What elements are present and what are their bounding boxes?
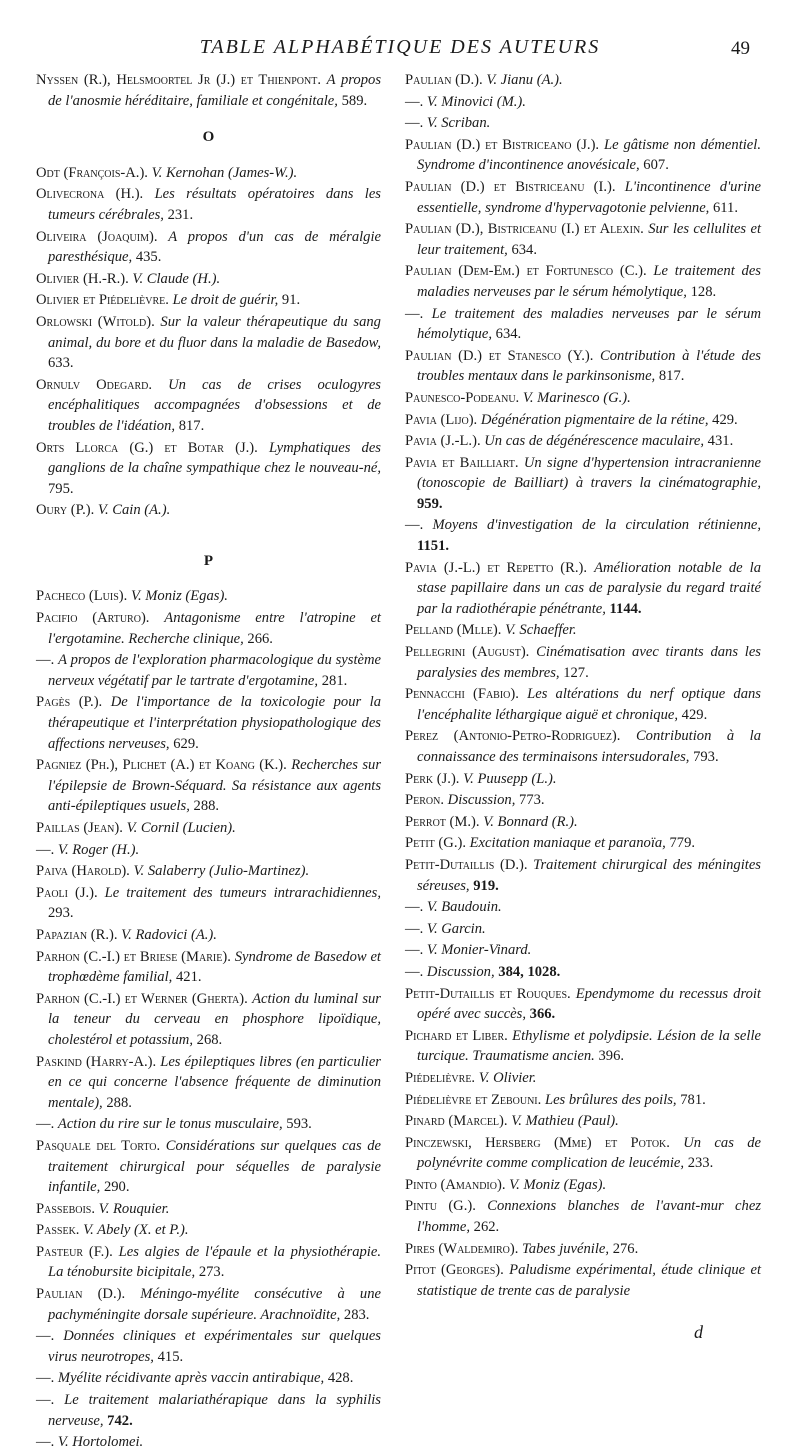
index-entry (36, 1052, 381, 1114)
right-column-entries (405, 70, 761, 1301)
entry-title: Les résultats opératoires dans les tumeurs cérébrales, (48, 186, 381, 223)
index-entry (405, 1239, 761, 1260)
index-entry (36, 438, 381, 500)
entry-author: Olivier et Piédelièvre. (36, 292, 169, 309)
entry-author: Petit-Dutaillis (D.). (405, 856, 528, 873)
entry-author: Parhon (C.-I.) et Briese (Marie). (36, 948, 231, 965)
index-entry (36, 925, 381, 946)
entry-title: V. Bonnard (R.). (483, 813, 578, 830)
entry-author: Petit (G.). (405, 835, 466, 852)
entry-author: —. (405, 517, 424, 534)
index-entry (405, 113, 761, 134)
entry-page-ref: 281. (321, 672, 348, 689)
index-entry (405, 940, 761, 961)
entry-author: Pintu (G.). (405, 1198, 476, 1215)
entry-title: Le gâtisme non démentiel. Syndrome d'incontinence anovésicale, (417, 136, 761, 174)
index-entry (36, 1199, 381, 1220)
left-top-entries (36, 70, 381, 111)
entry-page-ref: 959. (417, 495, 443, 512)
entry-author: Pinard (Marcel). (405, 1113, 508, 1130)
entry-title: Lymphatiques des ganglions de la chaîne sympathique chez le nouveau-né, (48, 439, 381, 477)
entry-author: Olivier (H.-R.). (36, 270, 129, 287)
entry-author: Pelland (Mlle). (405, 622, 502, 639)
entry-author: —. (36, 1392, 55, 1409)
entry-title: Le traitement malariathérapique dans la syphilis nerveuse, (48, 1392, 381, 1429)
index-entry (36, 883, 381, 924)
entry-title: V. Cain (A.). (97, 502, 171, 519)
index-entry (36, 269, 381, 290)
entry-author: Pennacchi (Fabio). (405, 686, 519, 703)
entry-title: V. Jianu (A.). (486, 72, 563, 88)
index-entry (36, 375, 381, 437)
index-entry (405, 919, 761, 940)
entry-title: Excitation maniaque et paranoïa, (469, 835, 666, 852)
index-entry (405, 177, 761, 218)
index-entry (405, 558, 761, 620)
entry-author: —. (36, 1116, 55, 1133)
entry-author: Pinczewski, Hersberg (Mme) et Potok. (405, 1134, 670, 1151)
entry-title: Moyens d'investigation de la circulation rétinienne, (432, 517, 761, 534)
entry-page-ref: 290. (103, 1179, 130, 1196)
index-entry (36, 989, 381, 1051)
entry-title: Tabes juvénile, (522, 1240, 610, 1257)
entry-author: Olivecrona (H.). (36, 186, 144, 203)
index-entry (405, 515, 761, 556)
entry-page-ref: 593. (286, 1116, 312, 1133)
entry-author: Pagniez (Ph.), Plichet (A.) et Koang (K.). (36, 757, 287, 774)
entry-title: V. Olivier. (478, 1069, 537, 1086)
entry-page-ref: 268. (196, 1031, 223, 1048)
entry-page-ref: 634. (495, 326, 522, 343)
index-entry (36, 650, 381, 691)
entry-page-ref: 435. (135, 249, 162, 266)
entry-author: —. (405, 93, 424, 110)
entry-title: Discussion, (447, 792, 516, 809)
entry-page-ref: 288. (106, 1094, 132, 1111)
entry-author: Pasteur (F.). (36, 1243, 113, 1260)
index-entry (36, 608, 381, 649)
entry-title: V. Schaeffer. (505, 622, 577, 639)
entry-title: De l'importance de la toxicologie pour la thérapeutique et l'interprétation physiopathologique des affections nerveuses, (48, 694, 381, 752)
index-entry (36, 840, 381, 861)
index-entry (405, 304, 761, 345)
entry-title: Paludisme expérimental, étude clinique et statistique de trente cas de paralysie (417, 1262, 762, 1299)
entry-page-ref: 293. (48, 905, 74, 922)
index-entry (405, 346, 761, 387)
index-entry (405, 1111, 761, 1132)
index-entry (36, 1220, 381, 1241)
entry-author: Paulian (D.) et Bistriceano (J.). (405, 136, 600, 153)
entry-title: Données cliniques et expérimentales sur quelques virus neurotropes, (48, 1328, 381, 1365)
entry-title: V. Marinesco (G.). (522, 389, 631, 406)
index-entry (36, 500, 381, 521)
entry-title: Un cas de crises oculogyres encéphalitiques accompagnées d'obsessions et de troubles de l'idéation, (48, 376, 381, 434)
index-entry (405, 790, 761, 811)
index-entry (405, 388, 761, 409)
entry-page-ref: 127. (563, 664, 589, 681)
entry-page-ref: 589. (341, 92, 368, 109)
entry-title: Méningo-myélite consécutive à une pachyméningite dorsale supérieure. Arachnoïdite, (48, 1286, 381, 1323)
entry-author: Paiva (Harold). (36, 863, 130, 880)
entry-author: Pasquale del Torto. (36, 1137, 161, 1154)
entry-author: —. (405, 963, 424, 980)
index-entry (36, 227, 381, 268)
entry-title: V. Minovici (M.). (426, 93, 526, 110)
index-entry (405, 726, 761, 767)
entry-title: Recherches sur l'épilepsie de Brown-Séquard. Sa résistance aux agents anti-épileptiques usuels, (48, 757, 381, 815)
page-title: TABLE ALPHABÉTIQUE DES AUTEURS (199, 36, 601, 58)
entry-page-ref: 266. (247, 630, 273, 647)
entry-title: Traitement chirurgical des méningites séreuses, (417, 856, 761, 894)
entry-page-ref: 273. (198, 1264, 225, 1281)
index-entry (405, 897, 761, 918)
entry-title: V. Radovici (A.). (121, 926, 217, 943)
entry-author: Paskind (Harry-A.). (36, 1053, 157, 1070)
entry-page-ref: 629. (173, 735, 199, 752)
index-entry (36, 1368, 381, 1389)
entry-page-ref: 91. (281, 292, 301, 309)
entry-author: Orlowski (Witold). (36, 313, 155, 330)
entry-author: Pires (Waldemiro). (405, 1240, 519, 1257)
page-number: 49 (731, 38, 750, 59)
entry-page-ref: 396. (598, 1048, 625, 1065)
entry-title: Le traitement des tumeurs intrarachidiennes, (104, 884, 381, 901)
entry-author: Odt (François-A.). (36, 164, 148, 181)
entry-page-ref: 633. (48, 355, 74, 372)
entry-title: Sur les cellulites et leur traitement, (417, 221, 761, 258)
signature-mark: d (694, 1322, 703, 1342)
entry-author: Perrot (M.). (405, 813, 480, 830)
entry-title: Le traitement des maladies nerveuses par le sérum hémolytique, (417, 263, 761, 300)
index-entry (36, 1136, 381, 1198)
index-entry (36, 290, 381, 311)
entry-author: Passebois. (36, 1200, 96, 1217)
entry-title: V. Moniz (Egas). (130, 588, 228, 605)
index-entry (405, 642, 761, 683)
index-entry (405, 219, 761, 260)
entry-page-ref: 421. (175, 969, 202, 986)
entry-author: —. (36, 841, 55, 858)
entry-author: Paulian (D.), Bistriceanu (I.) et Alexin. (405, 221, 644, 238)
entry-author: Paulian (D.) et Bistriceanu (I.). (405, 178, 616, 195)
index-entry (36, 70, 381, 111)
entry-title: Syndrome de Basedow et trophœdème familial, (48, 948, 381, 986)
index-entry (405, 1175, 761, 1196)
entry-page-ref: 415. (157, 1348, 184, 1365)
index-entry (405, 135, 761, 176)
entry-author: Pacheco (Luis). (36, 588, 128, 605)
section-letter-p: P (203, 552, 214, 569)
index-entry (405, 855, 761, 896)
entry-title: A propos d'un cas de méralgie paresthésique, (48, 228, 381, 266)
left-column (36, 70, 381, 1454)
entry-title: A propos de l'exploration pharmacologique du système nerveux végétatif par le tartrate d'ergotamine, (48, 652, 381, 689)
entry-author: Pinto (Amandio). (405, 1176, 506, 1193)
entry-page-ref: 611. (713, 199, 738, 216)
index-entry (36, 1284, 381, 1325)
entry-author: Paulian (D.). (36, 1286, 126, 1303)
index-entry (36, 1242, 381, 1283)
entry-page-ref: 742. (107, 1412, 133, 1429)
entry-title: Les algies de l'épaule et la physiothérapie. La ténobursite bicipitale, (48, 1243, 381, 1281)
entry-author: Paoli (J.). (36, 884, 98, 901)
entry-title: Dégénération pigmentaire de la rétine, (480, 411, 709, 428)
entry-title: Les altérations du nerf optique dans l'encéphalite léthargique aiguë et chronique, (417, 686, 761, 723)
entry-title: Sur la valeur thérapeutique du sang animal, du bore et du fluor dans la maladie de Basedow, (48, 313, 381, 351)
entry-author: —. (36, 1370, 55, 1387)
entry-author: Pellegrini (August). (405, 644, 530, 661)
entry-author: —. (405, 305, 424, 322)
index-entry (36, 184, 381, 225)
entry-author: Parhon (C.-I.) et Werner (Gherta). (36, 990, 248, 1007)
entry-title: V. Scriban. (426, 115, 491, 132)
entry-title: Un signe d'hypertension intracranienne (tonoscopie de Bailliart) à travers la cinématographie, (417, 454, 762, 492)
right-column (405, 70, 761, 1302)
entry-author: Passek. (36, 1222, 80, 1239)
entry-page-ref: 428. (327, 1370, 354, 1387)
entry-page-ref: 128. (690, 283, 717, 300)
entry-page-ref: 1151. (417, 538, 450, 555)
index-entry (36, 586, 381, 607)
entry-author: Petit-Dutaillis et Rouques. (405, 985, 571, 1002)
entry-title: Le droit de guérir, (172, 292, 279, 309)
entry-author: —. (36, 652, 55, 669)
index-entry (36, 312, 381, 374)
entry-title: Action du rire sur le tonus musculaire, (57, 1116, 283, 1133)
entry-title: Un cas de polynévrite comme complication de leucémie, (417, 1134, 761, 1172)
index-entry (405, 769, 761, 790)
entry-page-ref: 288. (193, 798, 220, 815)
index-entry (405, 70, 761, 91)
running-header (0, 34, 800, 64)
section-letter-o: O (202, 129, 215, 146)
entry-title: V. Salaberry (Julio-Martinez). (133, 863, 310, 880)
entry-author: Paunesco-Podeanu. (405, 389, 520, 406)
entry-title: Ethylisme et polydipsie. Lésion de la selle turcique. Traumatisme ancien. (417, 1027, 761, 1065)
entry-title: Contribution à la connaissance des terminaisons intersudorales, (417, 728, 762, 765)
entry-page-ref: 779. (669, 835, 696, 852)
entry-page-ref: 1144. (609, 600, 642, 617)
entry-title: V. Roger (H.). (57, 841, 140, 858)
index-entry (405, 453, 761, 515)
entry-author: Perez (Antonio-Petro-Rodriguez). (405, 728, 621, 745)
entry-page-ref: 429. (681, 706, 708, 723)
entry-title: V. Puusepp (L.). (463, 770, 557, 787)
entry-author: —. (405, 920, 424, 937)
entry-author: Pavia (J.-L.) et Repetto (R.). (405, 559, 588, 576)
index-entry (405, 1133, 761, 1174)
index-entry (405, 1260, 761, 1301)
index-entry (405, 410, 761, 431)
entry-page-ref: 366. (529, 1006, 556, 1023)
entry-author: Paillas (Jean). (36, 820, 123, 836)
entry-author: Piédelièvre et Zebouni. (405, 1091, 542, 1108)
index-entry (405, 833, 761, 854)
entry-title: V. Kernohan (James-W.). (151, 164, 298, 181)
entry-title: V. Baudouin. (426, 899, 502, 916)
entry-page-ref: 781. (680, 1091, 706, 1108)
entry-page-ref: 795. (48, 480, 74, 497)
entry-page-ref: 231. (167, 206, 194, 223)
index-entry (36, 861, 381, 882)
entry-page-ref: 429. (712, 411, 738, 428)
entry-author: —. (405, 899, 424, 916)
entry-title: Les brûlures des poils, (544, 1091, 677, 1108)
entry-author: Perk (J.). (405, 770, 460, 787)
entry-author: Orts Llorca (G.) et Botar (J.). (36, 439, 258, 456)
entry-page-ref: 384, 1028. (498, 963, 561, 980)
entry-author: Papazian (R.). (36, 926, 118, 943)
entry-title: V. Rouquier. (98, 1200, 170, 1217)
entry-title: V. Hortolomei. (57, 1434, 144, 1451)
entry-author: Pitot (Georges). (405, 1262, 504, 1279)
entry-title: V. Abely (X. et P.). (83, 1222, 189, 1239)
entry-page-ref: 276. (612, 1240, 639, 1257)
entry-author: Pavia (Lijo). (405, 411, 478, 428)
entry-author: Ornulv Odegard. (36, 376, 152, 393)
entry-title: V. Moniz (Egas). (509, 1176, 607, 1193)
entry-title: Connexions blanches de l'avant-mur chez l'homme, (417, 1198, 761, 1236)
entry-author: Nyssen (R.), Helsmoortel Jr (J.) et Thienpont. (36, 72, 321, 88)
entry-title: Cinématisation avec tirants dans les paralysies des membres, (417, 644, 761, 681)
index-entry (405, 1068, 761, 1089)
entry-title: Myélite récidivante après vaccin antirabique, (57, 1370, 325, 1387)
entry-page-ref: 233. (687, 1155, 714, 1172)
index-entry (36, 1432, 381, 1453)
index-entry (405, 1026, 761, 1067)
entry-author: Pavia et Bailliart. (405, 454, 519, 471)
entry-author: Pichard et Liber. (405, 1027, 508, 1044)
entry-title: Action du luminal sur la teneur du cerveau en phosphore lipoïdique, cholestérol et potassium, (48, 990, 381, 1048)
entry-title: Un cas de dégénérescence maculaire, (484, 433, 705, 450)
entry-author: —. (405, 942, 424, 959)
entry-author: Piédelièvre. (405, 1069, 476, 1086)
index-entry (405, 1090, 761, 1111)
index-entry (405, 261, 761, 302)
section-o-entries (36, 163, 381, 521)
index-entry (405, 812, 761, 833)
entry-author: —. (36, 1434, 55, 1451)
index-entry (405, 962, 761, 983)
entry-page-ref: 773. (519, 792, 545, 809)
section-p-entries (36, 586, 381, 1452)
entry-author: Pacifio (Arturo). (36, 610, 150, 627)
entry-title: V. Garcin. (426, 920, 486, 937)
entry-author: Oliveira (Joaquim). (36, 228, 158, 245)
entry-page-ref: 431. (707, 433, 734, 450)
index-entry (405, 92, 761, 113)
entry-title: Les épileptiques libres (en particulier en ce qui concerne l'absence fréquente de diminution mentale), (48, 1053, 381, 1111)
entry-author: —. (36, 1328, 55, 1345)
entry-title: A propos de l'anosmie héréditaire, familiale et congénitale, (48, 72, 382, 109)
entry-page-ref: 817. (658, 368, 685, 385)
index-entry (36, 947, 381, 988)
index-entry (36, 818, 381, 839)
entry-author: Paulian (D.) et Stanesco (Y.). (405, 347, 594, 364)
entry-author: Peron. (405, 792, 444, 809)
entry-page-ref: 262. (473, 1219, 500, 1236)
entry-page-ref: 817. (178, 417, 205, 434)
entry-title: Antagonisme entre l'atropine et l'ergotamine. Recherche clinique, (48, 610, 381, 647)
index-entry (405, 1196, 761, 1237)
entry-page-ref: 634. (511, 241, 537, 258)
index-entry (405, 620, 761, 641)
entry-author: Paulian (D.). (405, 72, 483, 88)
index-entry (405, 984, 761, 1025)
entry-title: Amélioration notable de la stase papillaire dans un cas de paralysie du regard traité par la radiothérapie pénétrante, (417, 559, 761, 617)
entry-title: Considérations sur quelques cas de traitement chirurgical pour séquelles de paralysie infantile, (48, 1137, 381, 1196)
entry-title: Discussion, (426, 963, 495, 980)
entry-author: Paulian (Dem-Em.) et Fortunesco (C.). (405, 263, 647, 280)
entry-author: Oury (P.). (36, 502, 95, 519)
entry-title: Le traitement des maladies nerveuses par le sérum hémolytique, (417, 305, 761, 343)
entry-title: V. Mathieu (Paul). (511, 1113, 619, 1130)
index-entry (36, 1114, 381, 1135)
entry-title: V. Cornil (Lucien). (126, 820, 236, 836)
index-entry (405, 684, 761, 725)
index-entry (405, 431, 761, 452)
entry-title: V. Monier-Vinard. (426, 942, 532, 959)
entry-author: —. (405, 115, 424, 132)
index-entry (36, 1390, 381, 1431)
entry-page-ref: 919. (473, 877, 499, 894)
entry-page-ref: 607. (643, 157, 669, 174)
index-entry (36, 692, 381, 754)
entry-title: L'incontinence d'urine essentielle, syndrome d'hypervagotonie pelvienne, (417, 178, 761, 216)
index-entry (36, 755, 381, 817)
entry-title: Ependymome du recessus droit opéré avec succès, (417, 985, 761, 1023)
entry-title: V. Claude (H.). (132, 270, 221, 287)
index-entry (36, 1326, 381, 1367)
index-entry (36, 163, 381, 184)
entry-page-ref: 793. (693, 749, 719, 765)
entry-page-ref: 283. (343, 1306, 370, 1323)
entry-title: Contribution à l'étude des troubles mentaux dans le parkinsonisme, (417, 347, 761, 385)
entry-author: Pagès (P.). (36, 694, 103, 711)
entry-author: Pavia (J.-L.). (405, 433, 481, 450)
